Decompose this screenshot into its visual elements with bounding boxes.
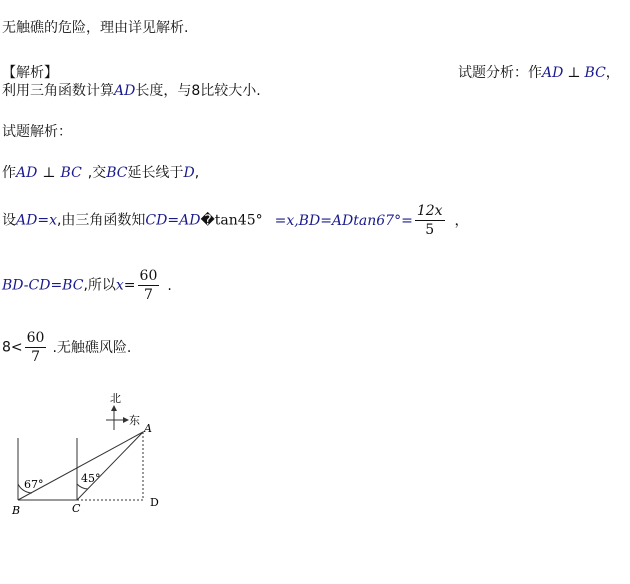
step4-b: .无触礁风险. [52, 339, 132, 356]
step1-perp: ⊥ [42, 165, 56, 181]
conclusion-line: 无触礁的危险，理由详见解析. [2, 20, 189, 36]
step2-eq1: AD=x [16, 212, 57, 229]
step4-fraction-num: 60 [26, 330, 45, 346]
step4-a: 8< [2, 339, 23, 356]
geometry-figure [0, 388, 180, 528]
step4-fraction-den: 7 [31, 349, 41, 365]
step1-a: 作 [2, 165, 16, 181]
step1-e: , [194, 165, 200, 181]
analysis-line2-num: 8 [191, 83, 201, 99]
step3-eq: BD-CD=BC [2, 277, 84, 294]
point-b-label: B [12, 504, 21, 517]
point-d-label: D [150, 496, 159, 509]
analysis-ad: AD [542, 65, 564, 81]
step2-tan: tan45° [214, 212, 263, 229]
point-a-label: A [144, 422, 152, 435]
step3-eqs: = [123, 277, 136, 294]
step2-eq2: CD=AD [145, 212, 201, 229]
analysis-prefix: 试题分析：作 [458, 65, 542, 81]
step3-fraction [138, 268, 160, 303]
step3-fraction-num: 60 [139, 268, 158, 284]
step1-c: 延长线于 [127, 165, 184, 181]
step2-dot: � [200, 212, 215, 229]
analysis-tag: 【解析】 [2, 65, 58, 81]
north-label: 北 [110, 392, 121, 405]
step3-line [2, 268, 172, 303]
step2-fraction-num: 12x [416, 203, 443, 219]
angle-label-45: 45° [81, 472, 101, 485]
step3-fraction-den: 7 [143, 287, 153, 303]
analysis-line2-ad: AD [114, 83, 136, 99]
analysis-line2-c: 比较大小. [200, 83, 261, 99]
analysis-right-text [458, 62, 620, 82]
step1-ad: AD [16, 165, 38, 181]
step2-b: ,由三角函数知 [56, 212, 146, 229]
analysis-line2 [2, 80, 261, 100]
solution-title: 试题解析： [2, 124, 72, 140]
angle-label-67: 67° [24, 478, 44, 491]
step2-c: ， [454, 212, 469, 229]
step1-bc: BC [60, 165, 82, 181]
step3-b: . [167, 277, 172, 294]
step1-bc2: BC [106, 165, 128, 181]
step2-eq3: =x,BD=ADtan67°= [274, 212, 413, 229]
step2-fraction [415, 203, 445, 238]
analysis-line2-b: 长度，与 [135, 83, 192, 99]
step1-b: ,交 [87, 165, 107, 181]
segment-ac [77, 432, 143, 500]
step2-a: 设 [2, 212, 16, 229]
point-c-label: C [72, 502, 81, 515]
step1-line [2, 162, 199, 182]
step3-a: ,所以 [83, 277, 116, 294]
analysis-bc: BC [584, 65, 606, 81]
step1-d: D [183, 165, 195, 181]
step3-x: x [115, 277, 124, 294]
analysis-line2-a: 利用三角函数计算 [2, 83, 114, 99]
step4-fraction [25, 330, 47, 365]
step2-line [2, 203, 469, 238]
analysis-perp: ⊥ [567, 65, 581, 81]
step2-fraction-den: 5 [425, 222, 435, 238]
step4-line [2, 330, 131, 365]
analysis-comma: ， [605, 65, 620, 81]
east-label: 东 [129, 414, 140, 427]
